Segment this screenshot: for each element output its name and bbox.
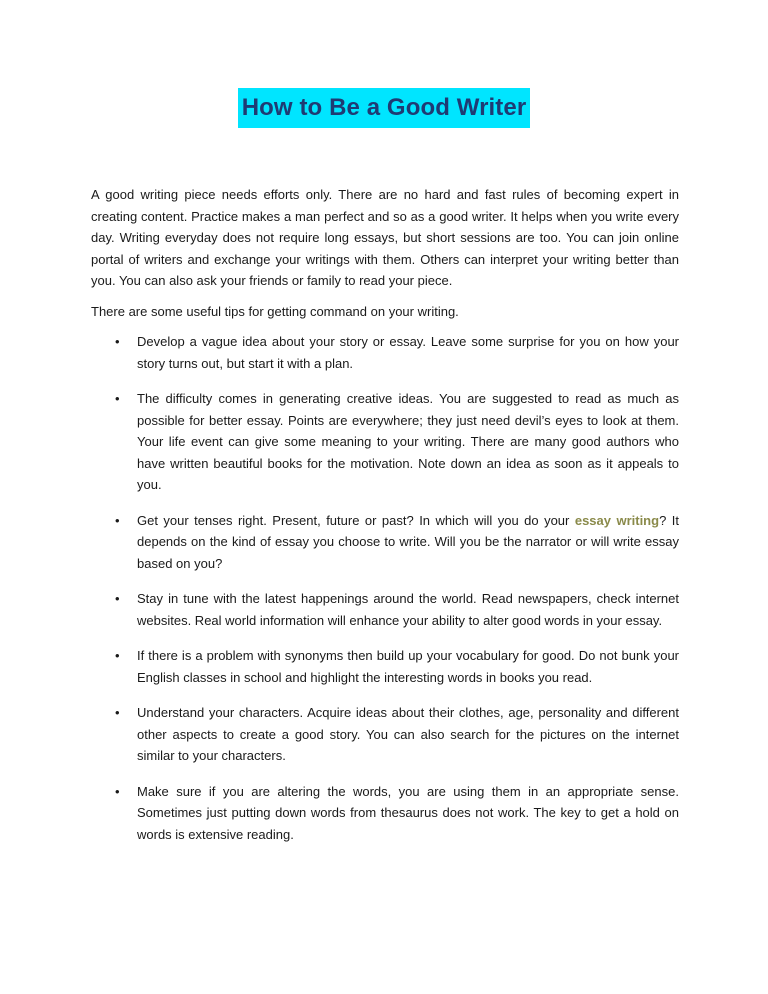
bullet-icon: •: [115, 391, 120, 406]
bullet-icon: •: [115, 512, 120, 528]
title-container: [0, 88, 768, 128]
tip-text: [137, 513, 679, 571]
list-item: [91, 702, 679, 767]
tip-text-before-link: Get your tenses right. Present, future or past? In which will you do your: [137, 512, 575, 528]
list-item: [91, 331, 679, 374]
document-body: [91, 184, 679, 859]
bullet-icon: •: [115, 705, 120, 720]
bullet-icon: •: [115, 591, 120, 606]
page-title: How to Be a Good Writer: [238, 88, 531, 128]
list-item: [91, 781, 679, 846]
tip-text-after-link: ? It depends on the kind of essay you choose to write. Will you be the narrator or will write essay based on you?: [137, 512, 679, 571]
tip-text: Make sure if you are altering the words, you are using them in an appropriate sense. Sometimes just putting down words from thesaurus does not work. The key to get a hold on words is extensive reading.: [137, 783, 679, 842]
list-item: [91, 588, 679, 631]
essay-writing-link[interactable]: essay writing: [574, 512, 660, 528]
tip-text: Develop a vague idea about your story or essay. Leave some surprise for you on how your story turns out, but start it with a plan.: [137, 334, 679, 371]
list-item: [91, 388, 679, 496]
bullet-icon: •: [115, 648, 120, 663]
list-item: [91, 645, 679, 688]
bullet-icon: •: [115, 783, 120, 799]
tip-text: Understand your characters. Acquire ideas about their clothes, age, personality and different other aspects to create a good story. You can also search for the pictures on the internet similar to your characters.: [137, 705, 679, 763]
tip-text: Stay in tune with the latest happenings around the world. Read newspapers, check internet websites. Real world information will enhance your ability to alter good words in your essay.: [137, 591, 679, 628]
tip-text: If there is a problem with synonyms then build up your vocabulary for good. Do not bunk your English classes in school and highlight the interesting words in books you read.: [137, 648, 679, 685]
tips-intro: There are some useful tips for getting command on your writing.: [91, 303, 459, 319]
list-item: [91, 510, 679, 575]
intro-paragraph: A good writing piece needs efforts only. There are no hard and fast rules of becoming expert in creating content. Practice makes a man perfect and so as a good writer. It helps when you write every day. Writing everyday does not require long essays, but short sessions are too. You can join online portal of writers and exchange your writings with them. Others can interpret your writing better than you. You can also ask your friends or family to read your piece.: [91, 187, 679, 288]
tip-text: The difficulty comes in generating creative ideas. You are suggested to read as much as possible for better essay. Points are everywhere; they just need devil’s eyes to look at them. Your life event can give some meaning to your writing. There are many good authors who have written beautiful books for the motivation. Note down an idea as soon as it appeals to you.: [137, 391, 679, 492]
tips-list: [91, 331, 679, 845]
bullet-icon: •: [115, 334, 120, 349]
